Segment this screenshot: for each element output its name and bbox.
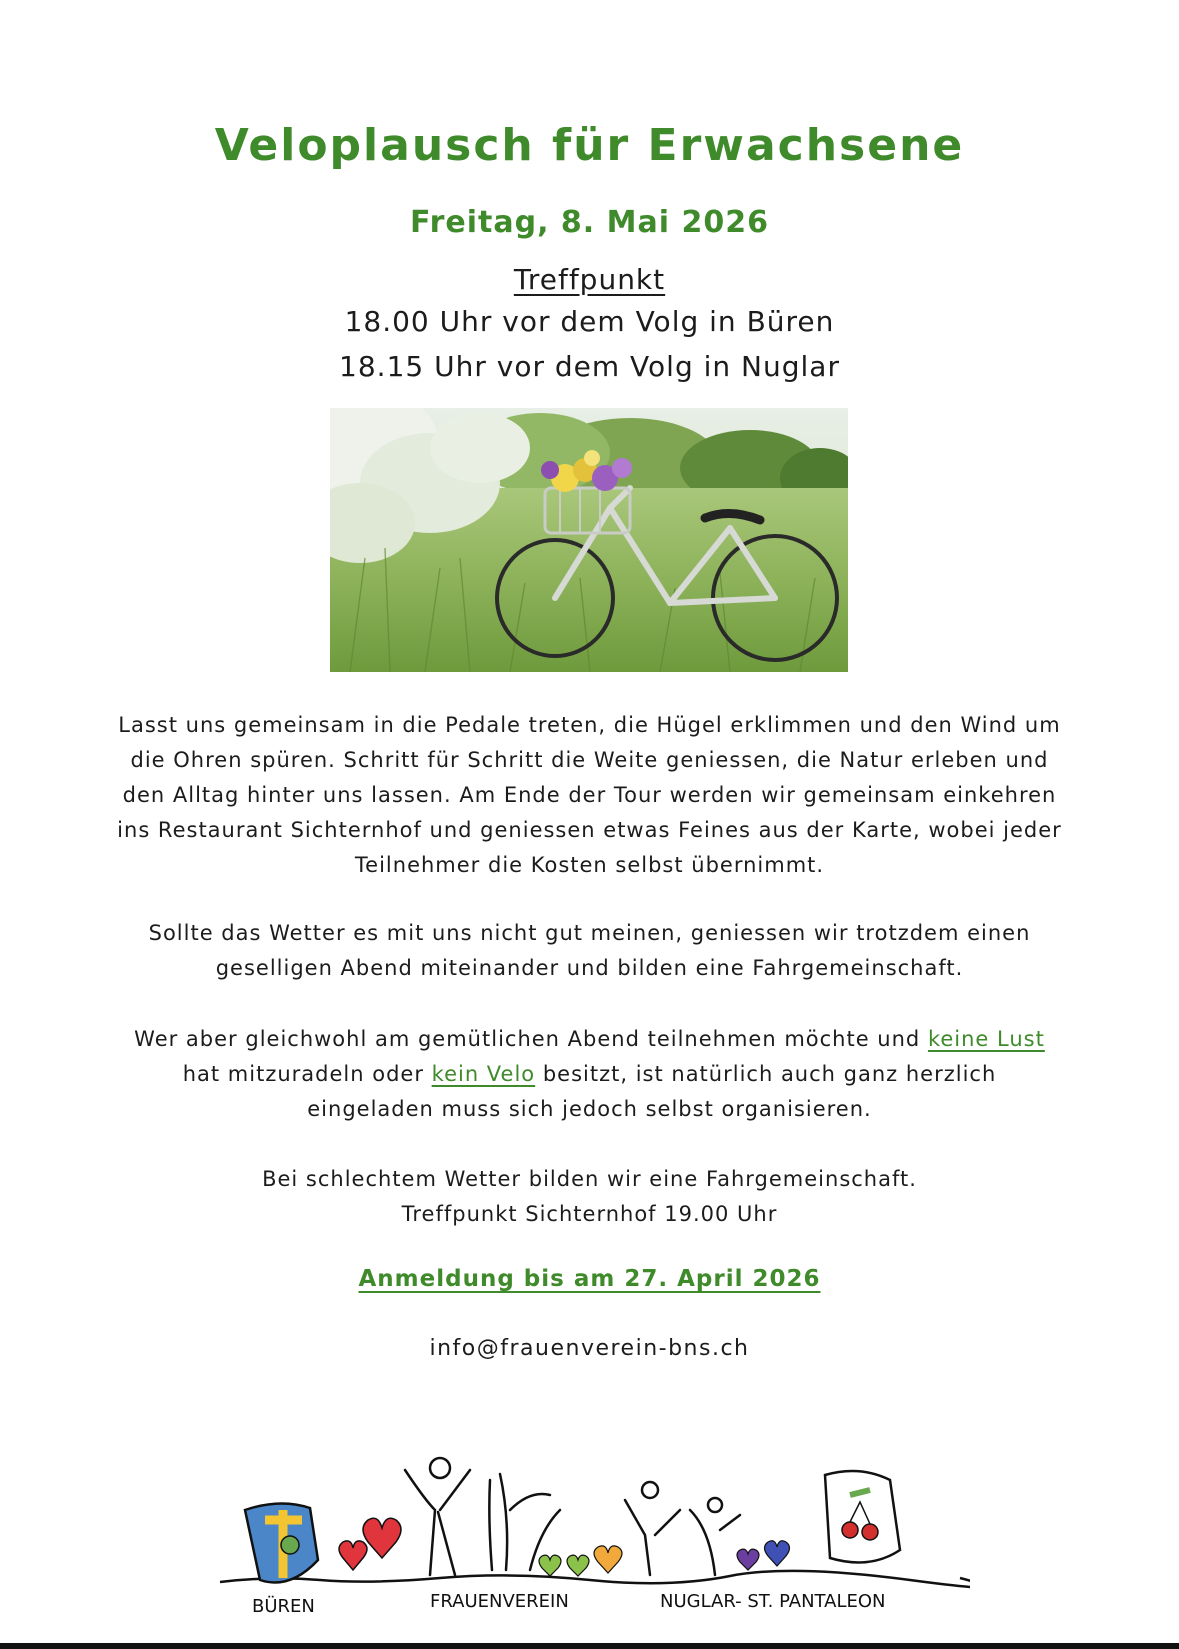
text-line: ins Restaurant Sichternhof und geniessen etwas Feines aus der Karte, wobei jeder (117, 818, 1062, 842)
text-line: Treffpunkt Sichternhof 19.00 Uhr (401, 1202, 778, 1226)
page-bottom-border (0, 1643, 1179, 1649)
text-line: Sollte das Wetter es mit uns nicht gut meinen, geniessen wir trotzdem einen (148, 921, 1031, 945)
kein-velo-link[interactable]: kein Velo (431, 1062, 536, 1086)
text-line: Bei schlechtem Wetter bilden wir eine Fahrgemeinschaft. (262, 1167, 917, 1191)
text-span: Wer aber gleichwohl am gemütlichen Abend teilnehmen möchte und (134, 1027, 928, 1051)
no-bike-paragraph (0, 1022, 1179, 1127)
text-span: hat mitzuradeln oder (182, 1062, 432, 1086)
text-line (0, 1057, 1179, 1092)
registration-deadline[interactable]: Anmeldung bis am 27. April 2026 (358, 1266, 821, 1292)
logo-caption-nuglar: NUGLAR- ST. PANTALEON (660, 1591, 886, 1612)
intro-paragraph (0, 708, 1179, 883)
text-line: die Ohren spüren. Schritt für Schritt die Weite geniessen, die Natur erleben und (130, 748, 1049, 772)
text-line (0, 1022, 1179, 1057)
text-line: den Alltag hinter uns lassen. Am Ende der Tour werden wir gemeinsam einkehren (122, 783, 1057, 807)
contact-email[interactable]: info@frauenverein-bns.ch (429, 1336, 750, 1361)
logo-caption-bueren: BÜREN (252, 1596, 315, 1617)
meeting-line-nuglar: 18.15 Uhr vor dem Volg in Nuglar (339, 350, 840, 383)
text-line: eingeladen muss sich jedoch selbst organisieren. (307, 1097, 872, 1121)
text-span: besitzt, ist natürlich auch ganz herzlich (535, 1062, 997, 1086)
text-line: Teilnehmer die Kosten selbst übernimmt. (354, 853, 825, 877)
meeting-heading: Treffpunkt (513, 263, 666, 296)
event-date: Freitag, 8. Mai 2026 (410, 205, 769, 240)
bad-weather-paragraph (0, 1162, 1179, 1232)
text-line: Lasst uns gemeinsam in die Pedale treten, die Hügel erklimmen und den Wind um (118, 713, 1061, 737)
meeting-line-bueren: 18.00 Uhr vor dem Volg in Büren (344, 305, 835, 338)
frauenverein-logo (210, 1450, 970, 1620)
registration-block (0, 1266, 1179, 1292)
logo-caption-frauenverein: FRAUENVEREIN (430, 1591, 569, 1612)
bicycle-meadow-photo (330, 408, 848, 672)
text-line: geselligen Abend miteinander und bilden eine Fahrgemeinschaft. (215, 956, 964, 980)
page-title: Veloplausch für Erwachsene (214, 120, 965, 171)
weather-paragraph (0, 916, 1179, 986)
keine-lust-link[interactable]: keine Lust (927, 1027, 1045, 1051)
